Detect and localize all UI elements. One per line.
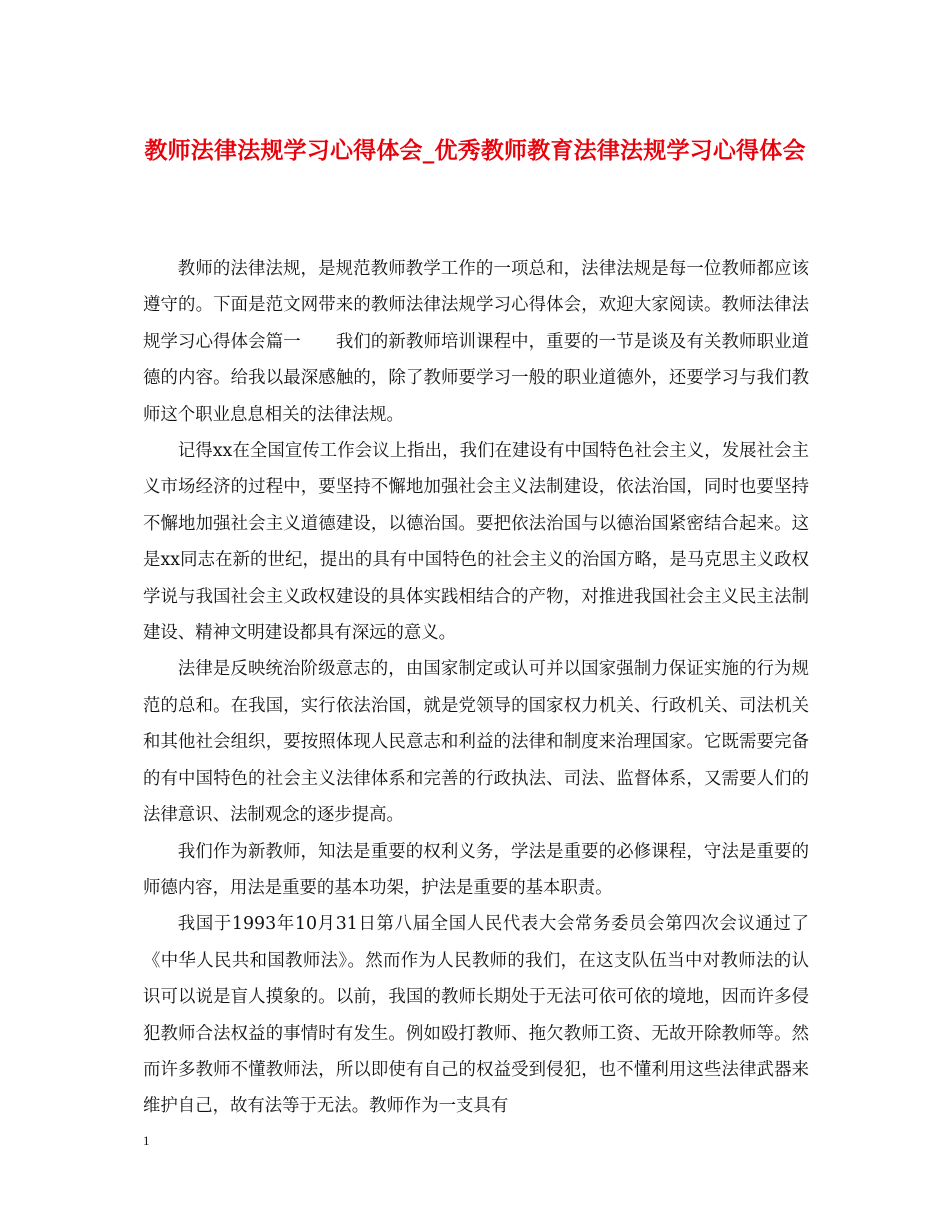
paragraph-law-definition: 法律是反映统治阶级意志的，由国家制定或认可并以国家强制力保证实施的行为规范的总和。在我国，实行依法治国，就是党领导的国家权力机关、行政机关、司法机关和其他社会组织，要按照体现人民意志和利益的法律和制度来治理国家。它既需要完备的有中国特色的社会主义法律体系和完善的行政执法、司法、监督体系，又需要人们的法律意识、法制观念的逐步提高。 xyxy=(143,659,809,826)
page-number: 1 xyxy=(143,1133,150,1148)
paragraph-intro: 教师的法律法规，是规范教师教学工作的一项总和，法律法规是每一位教师都应该遵守的。下面是范文网带来的教师法律法规学习心得体会，欢迎大家阅读。教师法律法规学习心得体会篇一 我们的新教师培训课程中，重要的一节是谈及有关教师职业道德的内容。给我以最深感触的，除了教师要学习一般的职业道德外，还要学习与我们教师这个职业息息相关的法律法规。 xyxy=(143,259,809,425)
paragraph-teacher-law: 我国于1993年10月31日第八届全国人民代表大会常务委员会第四次会议通过了《中华人民共和国教师法》。然而作为人民教师的我们，在这支队伍当中对教师法的认识可以说是盲人摸象的。以前，我国的教师长期处于无法可依可依的境地，因而许多侵犯教师合法权益的事情时有发生。例如殴打教师、拖欠教师工资、无故开除教师等。然而许多教师不懂教师法，所以即使有自己的权益受到侵犯，也不懂利用这些法律武器来维护自己，故有法等于无法。教师作为一支具有 xyxy=(143,914,809,1117)
document-body xyxy=(143,251,809,1125)
document-title: 教师法律法规学习心得体会_优秀教师教育法律法规学习心得体会 xyxy=(144,138,806,164)
paragraph-new-teacher: 我们作为新教师，知法是重要的权利义务，学法是重要的必修课程，守法是重要的师德内容，用法是重要的基本功架，护法是重要的基本职责。 xyxy=(143,841,809,898)
paragraph-rule-of-law: 记得xx在全国宣传工作会议上指出，我们在建设有中国特色社会主义，发展社会主义市场经济的过程中，要坚持不懈地加强社会主义法制建设，依法治国，同时也要坚持不懈地加强社会主义道德建设，以德治国。要把依法治国与以德治国紧密结合起来。这是xx同志在新的世纪，提出的具有中国特色的社会主义的治国方略，是马克思主义政权学说与我国社会主义政权建设的具体实践相结合的产物，对推进我国社会主义民主法制建设、精神文明建设都具有深远的意义。 xyxy=(143,441,809,644)
